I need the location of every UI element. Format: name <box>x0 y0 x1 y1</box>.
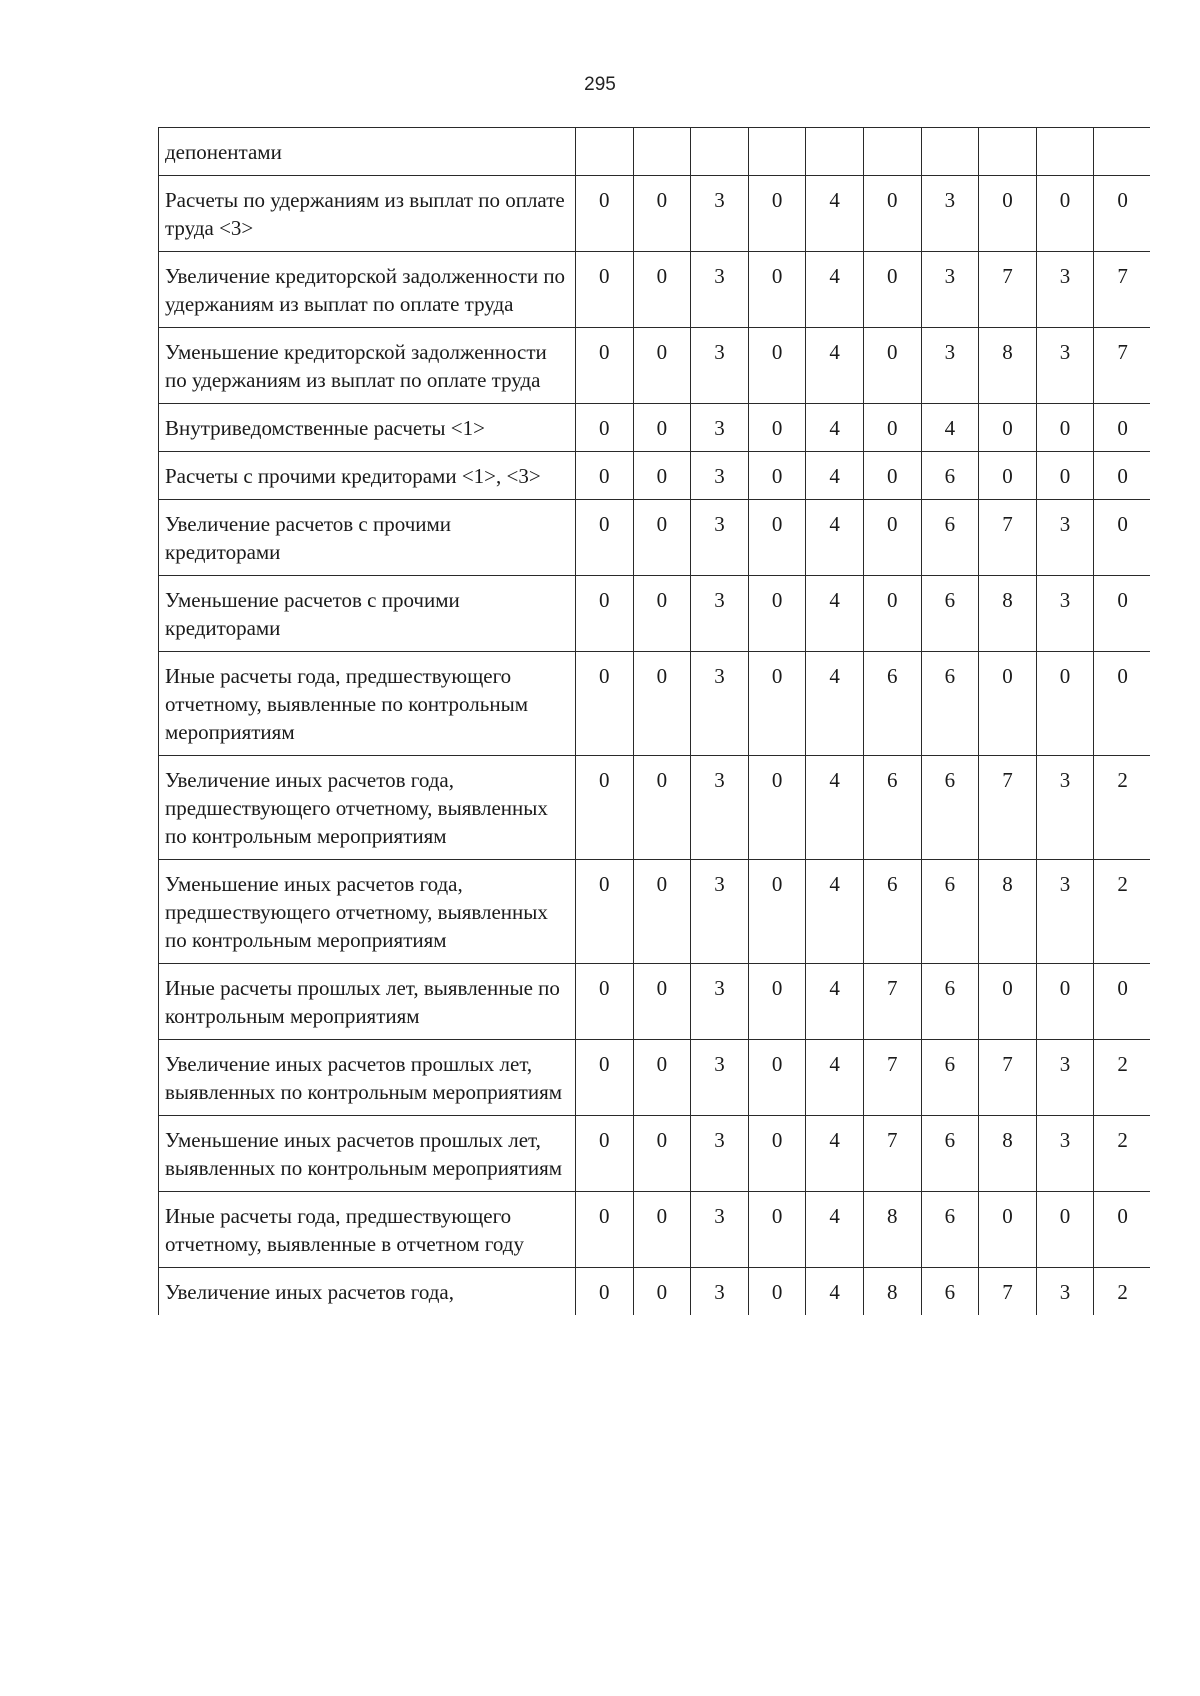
account-code-digit-cell: 0 <box>863 576 921 652</box>
account-name-cell: Увеличение иных расчетов года, предшествующего отчетному, выявленных по контрольным мероприятиям <box>159 756 576 860</box>
table-row <box>159 576 1151 652</box>
table-row <box>159 860 1151 964</box>
account-code-digit-cell: 0 <box>633 500 691 576</box>
table-row <box>159 128 1151 176</box>
account-code-digit-cell: 0 <box>863 404 921 452</box>
account-code-digit-cell: 3 <box>691 964 749 1040</box>
account-code-digit-cell: 0 <box>748 860 806 964</box>
account-code-digit-cell: 0 <box>748 176 806 252</box>
account-code-digit-cell: 0 <box>748 500 806 576</box>
account-code-digit-cell: 7 <box>1094 328 1150 404</box>
account-code-digit-cell: 6 <box>921 500 979 576</box>
account-code-digit-cell <box>1094 128 1150 176</box>
account-code-digit-cell: 4 <box>806 1192 864 1268</box>
account-code-digit-cell: 0 <box>863 328 921 404</box>
account-code-digit-cell: 0 <box>576 500 634 576</box>
account-code-digit-cell: 0 <box>576 252 634 328</box>
account-code-digit-cell: 0 <box>1094 1192 1150 1268</box>
account-code-digit-cell: 4 <box>806 452 864 500</box>
account-code-digit-cell <box>921 128 979 176</box>
account-code-digit-cell: 8 <box>979 1116 1037 1192</box>
account-name-cell: Увеличение иных расчетов прошлых лет, выявленных по контрольным мероприятиям <box>159 1040 576 1116</box>
page-number: 295 <box>584 74 616 95</box>
account-code-digit-cell: 7 <box>863 1040 921 1116</box>
account-code-digit-cell: 0 <box>633 1192 691 1268</box>
account-name-cell: Увеличение кредиторской задолженности по удержаниям из выплат по оплате труда <box>159 252 576 328</box>
account-code-digit-cell: 4 <box>806 500 864 576</box>
account-code-digit-cell: 0 <box>1036 652 1094 756</box>
account-code-digit-cell: 3 <box>691 500 749 576</box>
account-name-cell: Иные расчеты года, предшествующего отчетному, выявленные по контрольным мероприятиям <box>159 652 576 756</box>
account-code-digit-cell: 3 <box>1036 500 1094 576</box>
account-code-digit-cell: 3 <box>691 252 749 328</box>
account-code-digit-cell: 0 <box>576 404 634 452</box>
account-code-digit-cell <box>633 128 691 176</box>
account-code-digit-cell: 0 <box>633 328 691 404</box>
table-row <box>159 252 1151 328</box>
account-name-cell: Увеличение иных расчетов года, <box>159 1268 576 1316</box>
account-code-digit-cell: 0 <box>863 452 921 500</box>
account-code-digit-cell: 6 <box>921 1116 979 1192</box>
account-code-digit-cell: 3 <box>1036 1268 1094 1316</box>
account-code-digit-cell: 6 <box>921 964 979 1040</box>
account-code-digit-cell: 0 <box>748 964 806 1040</box>
account-code-digit-cell: 3 <box>1036 756 1094 860</box>
account-name-cell: Уменьшение иных расчетов года, предшествующего отчетному, выявленных по контрольным мероприятиям <box>159 860 576 964</box>
account-code-digit-cell: 0 <box>748 328 806 404</box>
table-row <box>159 176 1151 252</box>
table-row <box>159 964 1151 1040</box>
account-code-digit-cell: 3 <box>691 1192 749 1268</box>
account-code-digit-cell: 3 <box>691 1116 749 1192</box>
account-code-digit-cell: 3 <box>1036 252 1094 328</box>
table-row <box>159 404 1151 452</box>
account-code-digit-cell: 6 <box>863 756 921 860</box>
account-code-digit-cell: 3 <box>1036 328 1094 404</box>
account-code-digit-cell: 0 <box>1094 404 1150 452</box>
account-code-digit-cell: 8 <box>979 860 1037 964</box>
account-code-digit-cell: 2 <box>1094 1040 1150 1116</box>
account-code-digit-cell: 4 <box>806 860 864 964</box>
account-code-digit-cell <box>979 128 1037 176</box>
table-row <box>159 1192 1151 1268</box>
account-code-digit-cell: 0 <box>576 176 634 252</box>
account-code-digit-cell: 0 <box>863 500 921 576</box>
account-code-digit-cell: 6 <box>921 576 979 652</box>
account-code-digit-cell: 4 <box>806 1268 864 1316</box>
table-row <box>159 756 1151 860</box>
account-code-digit-cell: 0 <box>863 176 921 252</box>
account-code-digit-cell: 2 <box>1094 860 1150 964</box>
table-row <box>159 652 1151 756</box>
accounts-table <box>158 127 1150 1315</box>
account-code-digit-cell: 0 <box>748 576 806 652</box>
account-code-digit-cell: 3 <box>1036 860 1094 964</box>
account-code-digit-cell: 0 <box>748 452 806 500</box>
account-code-digit-cell: 8 <box>979 328 1037 404</box>
account-code-digit-cell: 0 <box>1094 576 1150 652</box>
account-name-cell: Иные расчеты года, предшествующего отчетному, выявленные в отчетном году <box>159 1192 576 1268</box>
account-code-digit-cell <box>1036 128 1094 176</box>
account-code-digit-cell: 0 <box>633 756 691 860</box>
account-code-digit-cell: 0 <box>748 652 806 756</box>
account-code-digit-cell: 6 <box>921 756 979 860</box>
account-code-digit-cell: 7 <box>979 252 1037 328</box>
table-row <box>159 500 1151 576</box>
account-code-digit-cell: 0 <box>633 252 691 328</box>
account-code-digit-cell: 6 <box>921 860 979 964</box>
account-code-digit-cell: 0 <box>979 652 1037 756</box>
account-code-digit-cell: 0 <box>633 1268 691 1316</box>
account-code-digit-cell: 7 <box>979 1040 1037 1116</box>
account-code-digit-cell <box>691 128 749 176</box>
account-code-digit-cell: 0 <box>1036 964 1094 1040</box>
account-code-digit-cell: 0 <box>1036 1192 1094 1268</box>
account-code-digit-cell: 7 <box>979 1268 1037 1316</box>
account-code-digit-cell: 0 <box>1094 964 1150 1040</box>
account-code-digit-cell: 3 <box>691 652 749 756</box>
account-code-digit-cell: 3 <box>691 176 749 252</box>
account-code-digit-cell: 3 <box>691 328 749 404</box>
accounts-table-container <box>158 127 1150 1597</box>
account-code-digit-cell: 3 <box>1036 576 1094 652</box>
account-code-digit-cell: 0 <box>576 1116 634 1192</box>
account-code-digit-cell: 0 <box>979 1192 1037 1268</box>
account-code-digit-cell: 0 <box>748 252 806 328</box>
account-name-cell: Расчеты с прочими кредиторами <1>, <3> <box>159 452 576 500</box>
account-code-digit-cell: 4 <box>806 252 864 328</box>
account-code-digit-cell: 0 <box>979 452 1037 500</box>
account-code-digit-cell: 3 <box>691 860 749 964</box>
account-code-digit-cell: 0 <box>748 1192 806 1268</box>
account-code-digit-cell: 0 <box>633 652 691 756</box>
account-code-digit-cell: 0 <box>633 452 691 500</box>
account-code-digit-cell: 0 <box>576 756 634 860</box>
account-code-digit-cell: 7 <box>863 1116 921 1192</box>
account-code-digit-cell: 2 <box>1094 756 1150 860</box>
account-code-digit-cell: 3 <box>921 176 979 252</box>
account-code-digit-cell: 0 <box>576 576 634 652</box>
account-code-digit-cell: 0 <box>748 1268 806 1316</box>
table-row <box>159 328 1151 404</box>
account-code-digit-cell: 6 <box>863 860 921 964</box>
account-code-digit-cell: 0 <box>633 1116 691 1192</box>
account-code-digit-cell: 3 <box>691 452 749 500</box>
account-code-digit-cell: 6 <box>921 652 979 756</box>
account-name-cell: Уменьшение иных расчетов прошлых лет, выявленных по контрольным мероприятиям <box>159 1116 576 1192</box>
account-code-digit-cell: 0 <box>576 1268 634 1316</box>
account-code-digit-cell: 0 <box>633 576 691 652</box>
account-code-digit-cell: 3 <box>921 252 979 328</box>
account-code-digit-cell: 0 <box>748 404 806 452</box>
account-code-digit-cell: 6 <box>863 652 921 756</box>
account-code-digit-cell <box>863 128 921 176</box>
account-code-digit-cell: 4 <box>806 1116 864 1192</box>
account-code-digit-cell: 8 <box>979 576 1037 652</box>
account-code-digit-cell: 0 <box>576 860 634 964</box>
account-code-digit-cell: 3 <box>921 328 979 404</box>
account-code-digit-cell: 8 <box>863 1268 921 1316</box>
account-name-cell: Увеличение расчетов с прочими кредиторами <box>159 500 576 576</box>
account-code-digit-cell: 0 <box>576 1040 634 1116</box>
account-code-digit-cell: 0 <box>979 964 1037 1040</box>
account-code-digit-cell: 6 <box>921 452 979 500</box>
account-name-cell: Внутриведомственные расчеты <1> <box>159 404 576 452</box>
account-code-digit-cell: 0 <box>576 452 634 500</box>
account-code-digit-cell: 0 <box>748 756 806 860</box>
account-code-digit-cell: 0 <box>979 176 1037 252</box>
account-code-digit-cell: 4 <box>806 576 864 652</box>
account-code-digit-cell: 7 <box>863 964 921 1040</box>
account-code-digit-cell: 7 <box>1094 252 1150 328</box>
account-code-digit-cell: 4 <box>806 404 864 452</box>
account-code-digit-cell: 0 <box>1094 176 1150 252</box>
account-code-digit-cell: 0 <box>1036 404 1094 452</box>
account-code-digit-cell: 0 <box>576 964 634 1040</box>
account-code-digit-cell: 0 <box>576 652 634 756</box>
account-code-digit-cell: 0 <box>1036 452 1094 500</box>
account-code-digit-cell: 3 <box>691 404 749 452</box>
account-code-digit-cell: 6 <box>921 1268 979 1316</box>
account-code-digit-cell <box>748 128 806 176</box>
account-code-digit-cell: 0 <box>576 1192 634 1268</box>
account-code-digit-cell <box>806 128 864 176</box>
account-code-digit-cell: 3 <box>691 576 749 652</box>
account-code-digit-cell: 2 <box>1094 1268 1150 1316</box>
account-code-digit-cell: 8 <box>863 1192 921 1268</box>
account-code-digit-cell: 3 <box>1036 1116 1094 1192</box>
account-code-digit-cell: 6 <box>921 1192 979 1268</box>
account-name-cell: Уменьшение расчетов с прочими кредиторами <box>159 576 576 652</box>
account-code-digit-cell: 4 <box>806 652 864 756</box>
accounts-table-body <box>159 128 1151 1316</box>
account-code-digit-cell: 0 <box>748 1040 806 1116</box>
account-code-digit-cell: 0 <box>748 1116 806 1192</box>
table-row <box>159 1116 1151 1192</box>
account-code-digit-cell: 0 <box>633 404 691 452</box>
account-name-cell: Расчеты по удержаниям из выплат по оплате труда <3> <box>159 176 576 252</box>
account-code-digit-cell: 6 <box>921 1040 979 1116</box>
account-code-digit-cell: 2 <box>1094 1116 1150 1192</box>
account-code-digit-cell: 7 <box>979 756 1037 860</box>
account-name-cell: депонентами <box>159 128 576 176</box>
account-code-digit-cell: 0 <box>863 252 921 328</box>
account-code-digit-cell: 0 <box>633 964 691 1040</box>
account-code-digit-cell: 7 <box>979 500 1037 576</box>
account-code-digit-cell: 0 <box>633 860 691 964</box>
account-code-digit-cell: 3 <box>691 1040 749 1116</box>
account-code-digit-cell: 4 <box>806 328 864 404</box>
account-code-digit-cell: 0 <box>1094 652 1150 756</box>
account-code-digit-cell: 0 <box>979 404 1037 452</box>
account-code-digit-cell: 0 <box>1094 452 1150 500</box>
account-code-digit-cell: 0 <box>633 176 691 252</box>
account-name-cell: Иные расчеты прошлых лет, выявленные по контрольным мероприятиям <box>159 964 576 1040</box>
account-code-digit-cell: 4 <box>806 964 864 1040</box>
table-row <box>159 1268 1151 1316</box>
account-code-digit-cell: 0 <box>1094 500 1150 576</box>
account-code-digit-cell: 4 <box>806 756 864 860</box>
account-code-digit-cell: 4 <box>806 1040 864 1116</box>
account-name-cell: Уменьшение кредиторской задолженности по удержаниям из выплат по оплате труда <box>159 328 576 404</box>
account-code-digit-cell: 0 <box>633 1040 691 1116</box>
table-row <box>159 1040 1151 1116</box>
account-code-digit-cell: 3 <box>1036 1040 1094 1116</box>
account-code-digit-cell: 0 <box>1036 176 1094 252</box>
table-row <box>159 452 1151 500</box>
account-code-digit-cell: 4 <box>806 176 864 252</box>
account-code-digit-cell: 4 <box>921 404 979 452</box>
account-code-digit-cell: 0 <box>576 328 634 404</box>
account-code-digit-cell <box>576 128 634 176</box>
account-code-digit-cell: 3 <box>691 1268 749 1316</box>
account-code-digit-cell: 3 <box>691 756 749 860</box>
